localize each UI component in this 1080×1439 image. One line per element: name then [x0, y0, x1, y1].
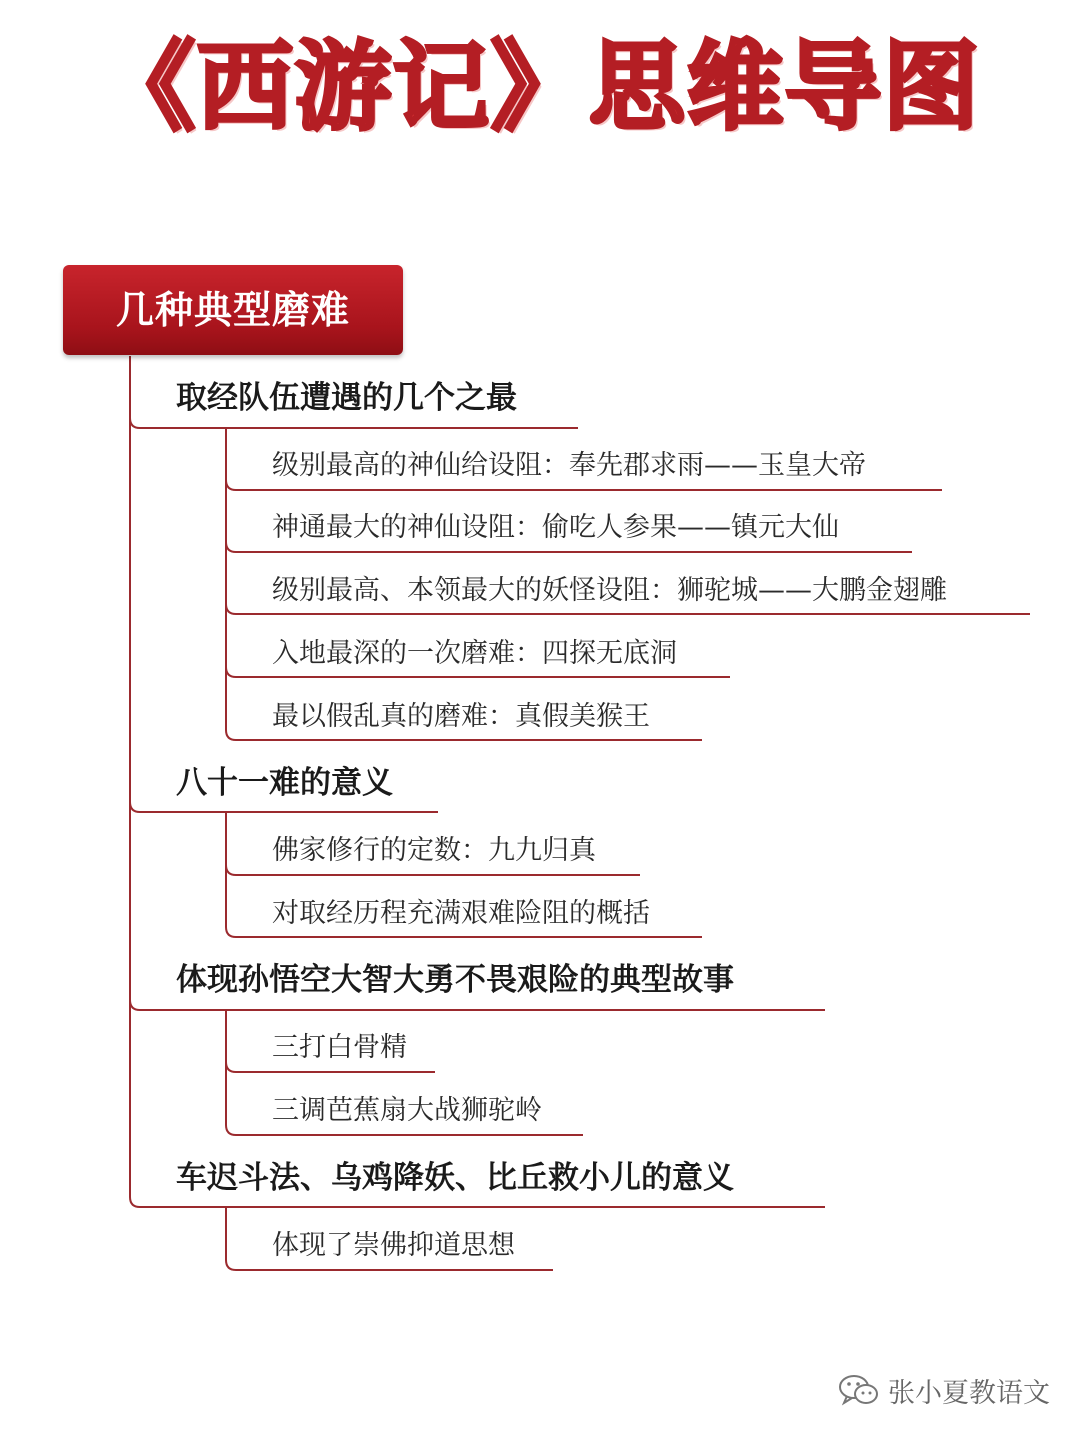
leaf-2-2-label: 对取经历程充满艰难险阻的概括: [272, 898, 650, 929]
branch-4-trunk: [226, 1207, 236, 1270]
leaf-4-1-label: 体现了崇佛抑道思想: [272, 1230, 515, 1261]
wechat-icon: [838, 1373, 880, 1407]
leaf-1-4-label: 入地最深的一次磨难：四探无底洞: [272, 638, 677, 669]
leaf-1-1-label: 级别最高的神仙给设阻：奉先郡求雨——玉皇大帝: [272, 450, 866, 481]
branch-2-connector: [130, 802, 438, 812]
branch-3-connector: [130, 1000, 825, 1010]
branch-3-label: 体现孙悟空大智大勇不畏艰险的典型故事: [176, 962, 734, 998]
branch-1-trunk: [226, 428, 236, 740]
leaf-1-5-label: 最以假乱真的磨难：真假美猴王: [272, 701, 650, 732]
branch-4-label: 车迟斗法、乌鸡降妖、比丘救小儿的意义: [176, 1160, 734, 1196]
branch-1-label: 取经队伍遭遇的几个之最: [176, 380, 517, 416]
leaf-3-1-label: 三打白骨精: [272, 1032, 407, 1063]
branch-1-connector: [130, 418, 578, 428]
trunk-line: [130, 356, 140, 1207]
watermark-text: 张小夏教语文: [888, 1377, 1050, 1409]
leaf-1-3-label: 级别最高、本领最大的妖怪设阻：狮驼城——大鹏金翅雕: [272, 575, 947, 606]
page-title: 《西游记》思维导图: [99, 31, 981, 143]
leaf-1-2-label: 神通最大的神仙设阻：偷吃人参果——镇元大仙: [272, 512, 839, 543]
root-node: 几种典型磨难: [63, 265, 403, 355]
leaf-2-1-label: 佛家修行的定数：九九归真: [272, 835, 596, 866]
watermark: [838, 1368, 1050, 1412]
branch-2-label: 八十一难的意义: [176, 765, 393, 801]
leaf-3-2-label: 三调芭蕉扇大战狮驼岭: [272, 1095, 542, 1126]
